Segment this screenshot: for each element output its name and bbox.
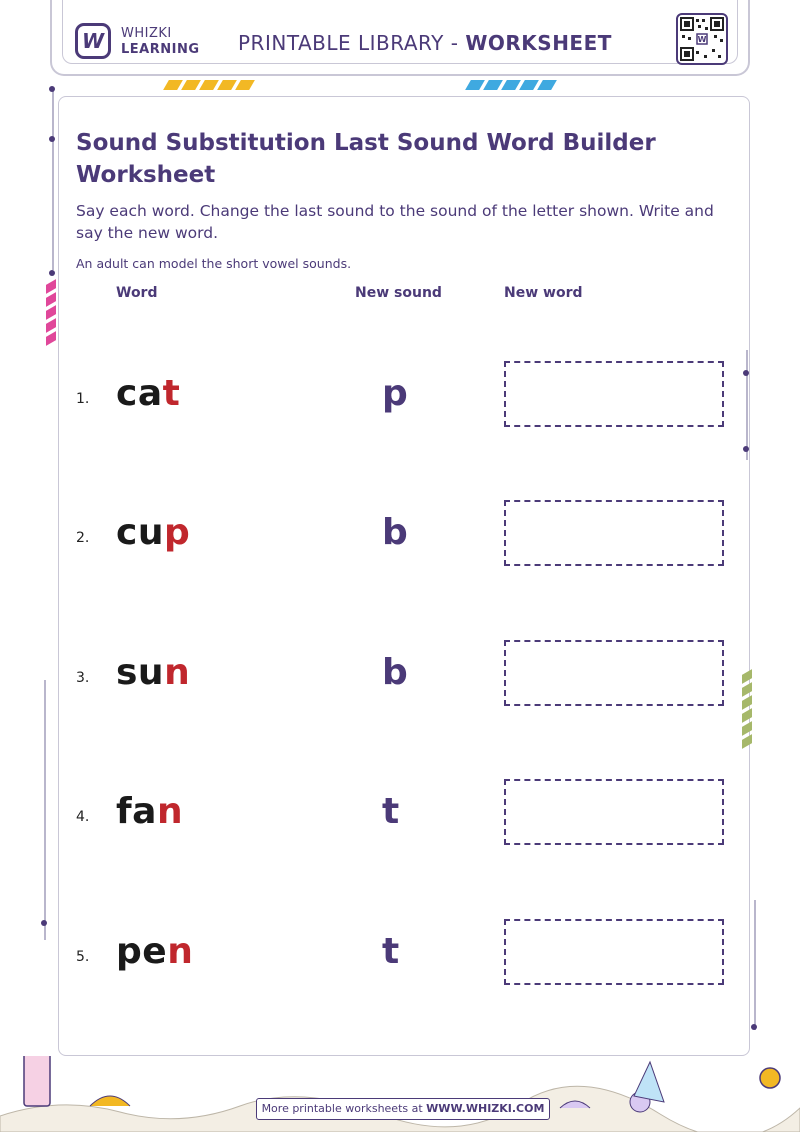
logo-w-icon xyxy=(78,26,108,56)
item-word xyxy=(116,931,193,972)
item-number: 5. xyxy=(76,949,90,965)
brand-line-2: LEARNING xyxy=(121,42,200,57)
frame-dot xyxy=(751,1024,757,1030)
item-new-sound: t xyxy=(382,931,400,972)
item-number: 3. xyxy=(76,670,90,686)
word-start: cu xyxy=(116,512,164,553)
frame-line-left-top xyxy=(52,90,54,270)
item-word xyxy=(116,652,190,693)
item-word xyxy=(116,373,180,414)
worksheet-title: Sound Substitution Last Sound Word Builder Worksheet xyxy=(76,130,656,188)
stripes-pink xyxy=(46,282,56,343)
list-item xyxy=(0,779,800,859)
worksheet-note: An adult can model the short vowel sounds. xyxy=(76,256,352,271)
column-header-word: Word xyxy=(116,285,158,301)
word-last-sound: n xyxy=(164,652,191,693)
item-new-sound: p xyxy=(382,373,408,414)
answer-box[interactable] xyxy=(504,919,724,985)
column-header-new-word: New word xyxy=(504,285,583,301)
qr-code[interactable] xyxy=(676,13,728,65)
frame-dot xyxy=(49,86,55,92)
item-number: 1. xyxy=(76,391,90,407)
word-last-sound: t xyxy=(162,373,181,414)
list-item xyxy=(0,919,800,999)
list-item xyxy=(0,640,800,720)
header-title xyxy=(238,31,612,55)
footer-link[interactable]: WWW.WHIZKI.COM xyxy=(426,1102,545,1115)
answer-box[interactable] xyxy=(504,779,724,845)
word-start: fa xyxy=(116,791,157,832)
item-word xyxy=(116,512,190,553)
stripes-blue xyxy=(468,80,554,92)
word-last-sound: n xyxy=(167,931,194,972)
word-start: ca xyxy=(116,373,163,414)
footer-text: More printable worksheets at xyxy=(261,1102,427,1115)
item-new-sound: t xyxy=(382,791,400,832)
word-last-sound: n xyxy=(156,791,184,832)
header-title-bold: WORKSHEET xyxy=(465,31,612,55)
word-last-sound: p xyxy=(163,512,191,553)
item-number: 2. xyxy=(76,530,90,546)
svg-text:W: W xyxy=(697,35,707,44)
list-item xyxy=(0,361,800,441)
answer-box[interactable] xyxy=(504,361,724,427)
qr-code-icon xyxy=(678,15,726,63)
frame-dot xyxy=(743,446,749,452)
header-title-prefix: PRINTABLE LIBRARY - xyxy=(238,31,466,55)
item-number: 4. xyxy=(76,809,90,825)
item-word xyxy=(116,791,183,832)
brand-line-1: WHIZKI xyxy=(121,26,172,41)
frame-dot xyxy=(49,270,55,276)
brand-name xyxy=(121,26,200,58)
item-new-sound: b xyxy=(382,652,408,693)
word-start: su xyxy=(116,652,165,693)
answer-box[interactable] xyxy=(504,500,724,566)
answer-box[interactable] xyxy=(504,640,724,706)
item-new-sound: b xyxy=(382,512,408,553)
svg-text:W: W xyxy=(81,29,105,53)
column-header-new-sound: New sound xyxy=(355,285,442,301)
word-start: pe xyxy=(116,931,168,972)
footer-illustration xyxy=(0,1056,800,1132)
footer-link-bar[interactable] xyxy=(256,1098,550,1120)
frame-dot xyxy=(49,136,55,142)
stripes-yellow xyxy=(166,80,252,92)
whizki-logo[interactable] xyxy=(75,23,111,59)
list-item xyxy=(0,500,800,580)
worksheet-instructions: Say each word. Change the last sound to the sound of the letter shown. Write and say the new word. xyxy=(76,202,714,242)
